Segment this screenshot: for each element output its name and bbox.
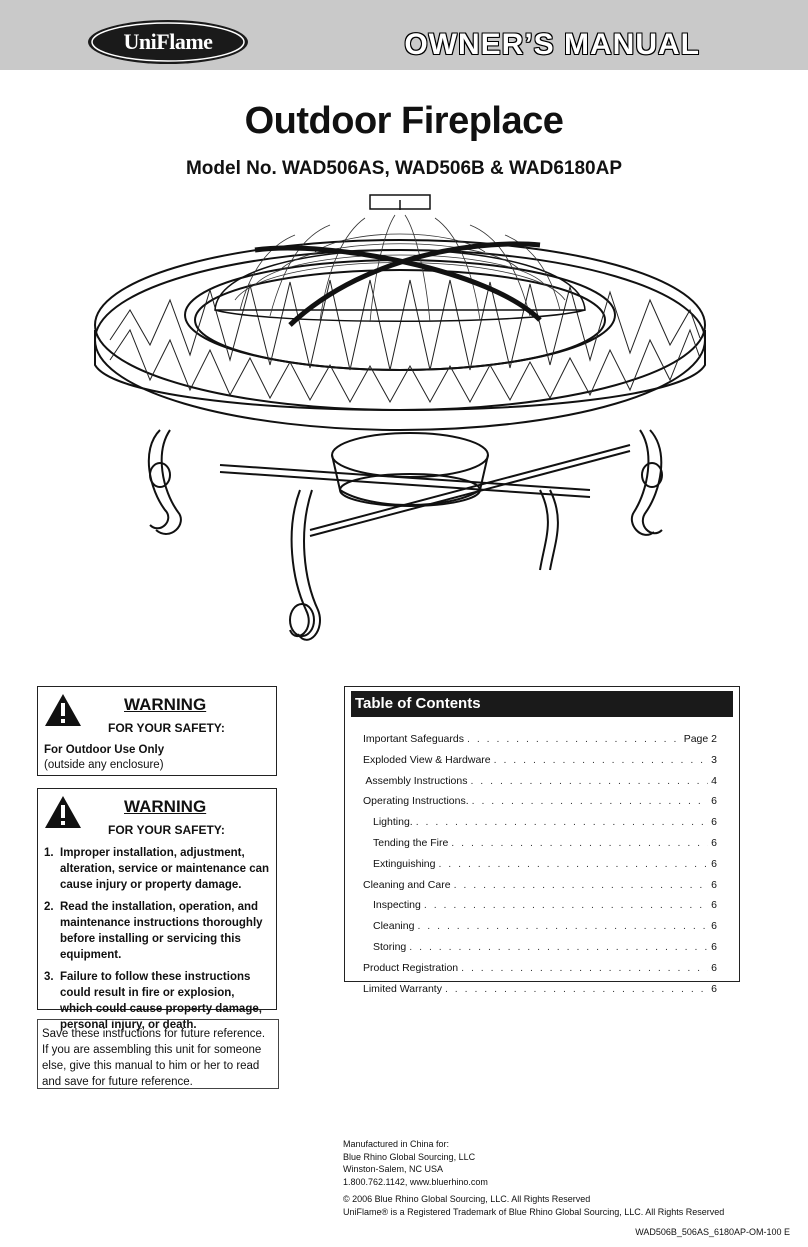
- logo-text: UniFlame: [123, 29, 213, 54]
- fire-pit-illustration: [70, 190, 730, 660]
- trademark-line: UniFlame® is a Registered Trademark of Blue Rhino Global Sourcing, LLC. All Rights Reserved: [343, 1206, 725, 1217]
- warning-body: [44, 743, 270, 773]
- toc-entry[interactable]: Product Registration . . . 6: [363, 962, 717, 983]
- table-of-contents: [344, 686, 740, 995]
- toc-entry[interactable]: Exploded View & Hardware . . . 3: [363, 754, 717, 775]
- part-number: WAD506B_506AS_6180AP-OM-100 E: [635, 1227, 790, 1237]
- toc-entry[interactable]: Lighting. . . . 6: [363, 816, 717, 837]
- copyright-line: © 2006 Blue Rhino Global Sourcing, LLC. All Rights Reserved: [343, 1194, 591, 1204]
- toc-entry[interactable]: Limited Warranty . . . 6: [363, 983, 717, 1004]
- warning-triangle-icon: [44, 693, 82, 727]
- warning-item: 3. Failure to follow these instructions could result in fire or explosion, which could cause property damage, personal injury, or death.: [44, 971, 262, 1031]
- toc-entry[interactable]: Cleaning and Care . . . 6: [363, 879, 717, 900]
- warning-item: 2. Read the installation, operation, and maintenance instructions thoroughly before installing or servicing this equipment.: [44, 901, 263, 961]
- warning-subheading: FOR YOUR SAFETY:: [108, 721, 225, 735]
- warning-heading: WARNING: [124, 797, 207, 816]
- toc-entry[interactable]: Cleaning . . . 6: [363, 920, 717, 941]
- toc-entry[interactable]: Important Safeguards . . . Page 2: [363, 733, 717, 754]
- warning-subheading: FOR YOUR SAFETY:: [108, 823, 225, 837]
- mfg-line: Winston-Salem, NC USA: [343, 1164, 444, 1174]
- warning-item: 1. Improper installation, adjustment, alteration, service or maintenance can cause injury or property damage.: [44, 847, 270, 891]
- toc-entry[interactable]: Assembly Instructions . . . 4: [363, 775, 717, 796]
- toc-list: [363, 733, 717, 1003]
- warning-box-installation: [37, 788, 277, 1031]
- enclosure-text: (outside any enclosure): [44, 759, 164, 771]
- toc-entry[interactable]: Inspecting . . . 6: [363, 899, 717, 920]
- manufacturer-info: [343, 1138, 488, 1188]
- toc-entry[interactable]: Tending the Fire . . . 6: [363, 837, 717, 858]
- warning-triangle-icon: [44, 795, 82, 829]
- toc-entry[interactable]: Operating Instructions. . . . 6: [363, 795, 717, 816]
- warning-box-outdoor: [37, 686, 277, 776]
- header-bar: [0, 0, 808, 70]
- outdoor-use-text: For Outdoor Use Only: [44, 744, 165, 756]
- mfg-line: Manufactured in China for:: [343, 1139, 450, 1149]
- owners-manual-label: OWNER’S MANUAL: [404, 28, 700, 61]
- warning-heading: WARNING: [124, 695, 207, 714]
- copyright-info: [343, 1193, 724, 1218]
- document-title: Outdoor Fireplace: [244, 100, 564, 142]
- mfg-line: Blue Rhino Global Sourcing, LLC: [343, 1151, 476, 1162]
- model-numbers: Model No. WAD506AS, WAD506B & WAD6180AP: [185, 158, 623, 179]
- toc-heading: Table of Contents: [351, 691, 733, 717]
- toc-entry[interactable]: Extinguishing . . . 6: [363, 858, 717, 879]
- warning-list: [44, 845, 270, 1033]
- save-instructions-note: Save these instructions for future reference. If you are assembling this unit for someone else, give this manual to him or her to read and save for future reference.: [37, 1019, 279, 1089]
- mfg-contact: 1.800.762.1142, www.bluerhino.com: [343, 1176, 488, 1187]
- toc-entry[interactable]: Storing . . . 6: [363, 941, 717, 962]
